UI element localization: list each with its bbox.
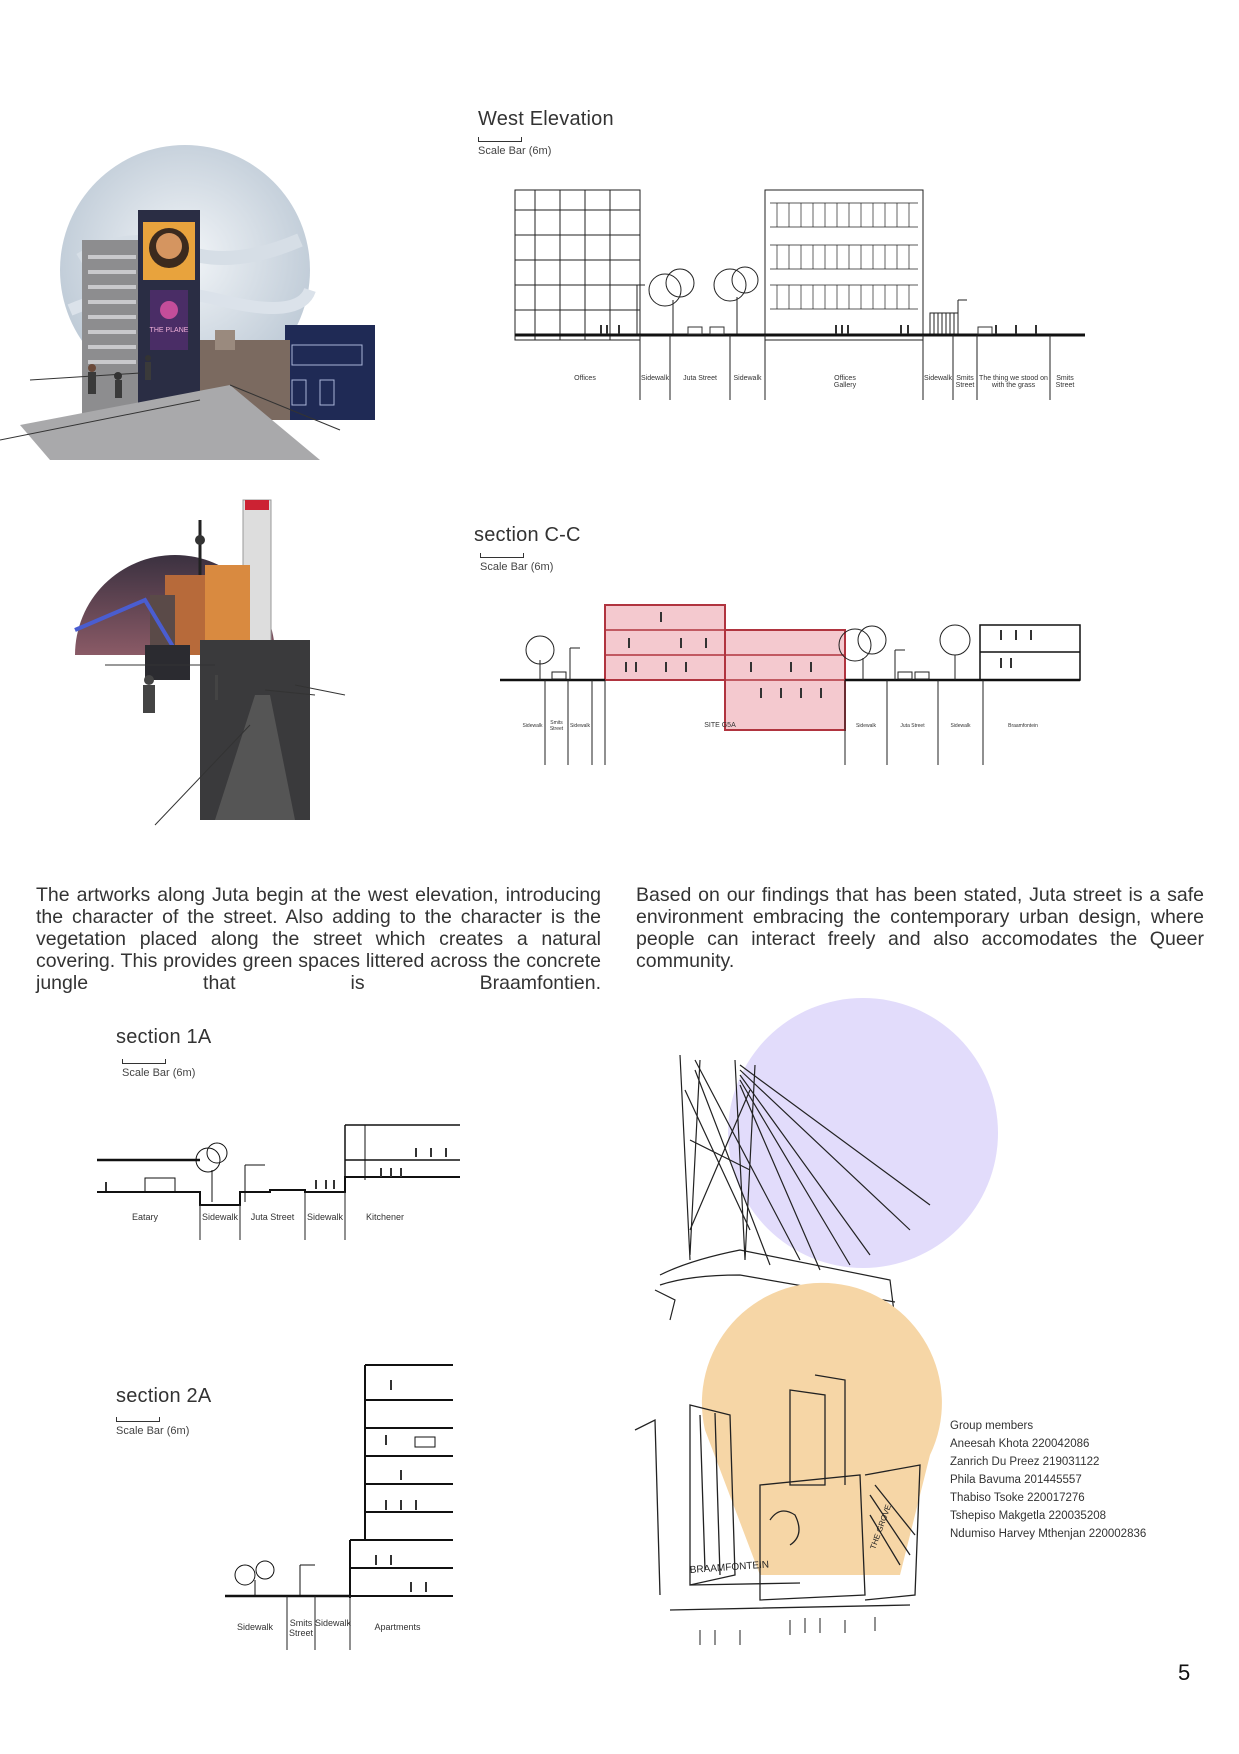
group-member: Zanrich Du Preez 219031122 [950, 1456, 1100, 1468]
paragraph-right: Based on our findings that has been stated, Juta street is a safe environment embracing the contemporary urban design, where people can interact freely and also accomodates the Queer community. [636, 884, 1204, 972]
we-label-smits-street-2: Smits Street [1055, 375, 1075, 389]
group-member: Aneesah Khota 220042086 [950, 1438, 1090, 1450]
scale-bar-label: Scale Bar (6m) [478, 145, 552, 157]
s1a-label-juta-street: Juta Street [250, 1212, 295, 1222]
bridge-sketch [650, 990, 1030, 1330]
section-2a-title: section 2A [116, 1385, 212, 1407]
s2a-label-sidewalk-1: Sidewalk [236, 1622, 274, 1632]
s2a-label-sidewalk-2: Sidewalk [315, 1618, 352, 1628]
bridge-sketch-svg [650, 990, 1030, 1330]
cc-label-sidewalk-4: Sidewalk [950, 723, 971, 729]
page-number: 5 [1178, 1660, 1191, 1685]
we-label-sidewalk-3: Sidewalk [923, 375, 952, 382]
west-elevation-scale-bar [478, 137, 551, 157]
we-label-sidewalk-1: Sidewalk [640, 375, 669, 382]
s1a-label-kitchener: Kitchener [365, 1212, 405, 1222]
collage-street-art-image [0, 140, 360, 460]
s1a-label-sidewalk-1: Sidewalk [201, 1212, 239, 1222]
braamfontein-sign-text: BRAAMFONTEIN [689, 1559, 770, 1576]
section-cc-drawing [500, 600, 1080, 770]
section-2a-scale-bar [116, 1417, 189, 1437]
group-members [950, 1417, 1200, 1543]
cc-label-smits-street: Smits Street [549, 720, 564, 732]
group-member: Tshepiso Makgetla 220035208 [950, 1510, 1107, 1522]
section-2a-drawing [225, 1360, 465, 1650]
section-cc-title: section C-C [474, 524, 581, 546]
west-elevation-drawing [505, 185, 1085, 410]
section-2a-svg [225, 1360, 465, 1650]
cc-label-site-g5a: SITE G5A [704, 722, 736, 729]
group-member: Ndumiso Harvey Mthenjan 220002836 [950, 1528, 1147, 1540]
scale-bar-label: Scale Bar (6m) [480, 561, 554, 573]
scale-bar-line [116, 1417, 160, 1422]
section-1a-svg [95, 1120, 465, 1245]
scale-bar-line [122, 1059, 166, 1064]
we-label-offices-gallery: Offices Gallery [833, 375, 857, 389]
s2a-label-apartments: Apartments [374, 1622, 421, 1632]
s1a-label-eatary: Eatary [131, 1212, 158, 1222]
we-label-sidewalk-2: Sidewalk [733, 375, 762, 382]
collage-city-night [65, 495, 315, 825]
collage-city-night-image [65, 495, 315, 825]
braamfontein-sketch [630, 1335, 940, 1660]
cc-label-sidewalk-3: Sidewalk [855, 723, 876, 729]
we-label-smits-street-1: Smits Street [955, 375, 975, 389]
scale-bar-label: Scale Bar (6m) [116, 1425, 190, 1437]
s2a-label-smits-street: Smits Street [288, 1618, 313, 1638]
cc-label-sidewalk-1: Sidewalk [522, 723, 543, 729]
section-cc-scale-bar [480, 553, 553, 573]
cc-label-braamfontein: Braamfontein [1008, 723, 1038, 729]
section-1a-drawing [95, 1120, 465, 1245]
grove-sign-text: THE GROVE [868, 1503, 893, 1551]
scale-bar-line [478, 137, 522, 142]
cc-label-juta-street: Juta Street [900, 723, 925, 729]
west-elevation-title: West Elevation [478, 108, 614, 130]
section-cc-svg [500, 600, 1080, 770]
braamfontein-sketch-svg [630, 1335, 940, 1660]
we-label-grass-area: The thing we stood on with the grass [979, 375, 1048, 389]
s1a-label-sidewalk-2: Sidewalk [306, 1212, 344, 1222]
scale-bar-label: Scale Bar (6m) [122, 1067, 196, 1079]
section-1a-scale-bar [122, 1059, 195, 1079]
we-label-juta-street: Juta Street [683, 375, 717, 382]
group-members-heading: Group members [950, 1420, 1034, 1432]
collage-street-art [0, 140, 360, 460]
scale-bar-line [480, 553, 524, 558]
cc-label-sidewalk-2: Sidewalk [569, 723, 590, 729]
we-label-offices: Offices [574, 375, 596, 382]
group-member: Thabiso Tsoke 220017276 [950, 1492, 1085, 1504]
section-1a-title: section 1A [116, 1026, 212, 1048]
paragraph-left: The artworks along Juta begin at the west elevation, introducing the character of the street. Also adding to the character is the vegetation placed along the street which creates a natural covering. This provides green spaces littered across the concrete jungle that is Braamfontien. [36, 884, 601, 994]
poster-text: THE PLANE [149, 327, 189, 334]
group-member: Phila Bavuma 201445557 [950, 1474, 1082, 1486]
